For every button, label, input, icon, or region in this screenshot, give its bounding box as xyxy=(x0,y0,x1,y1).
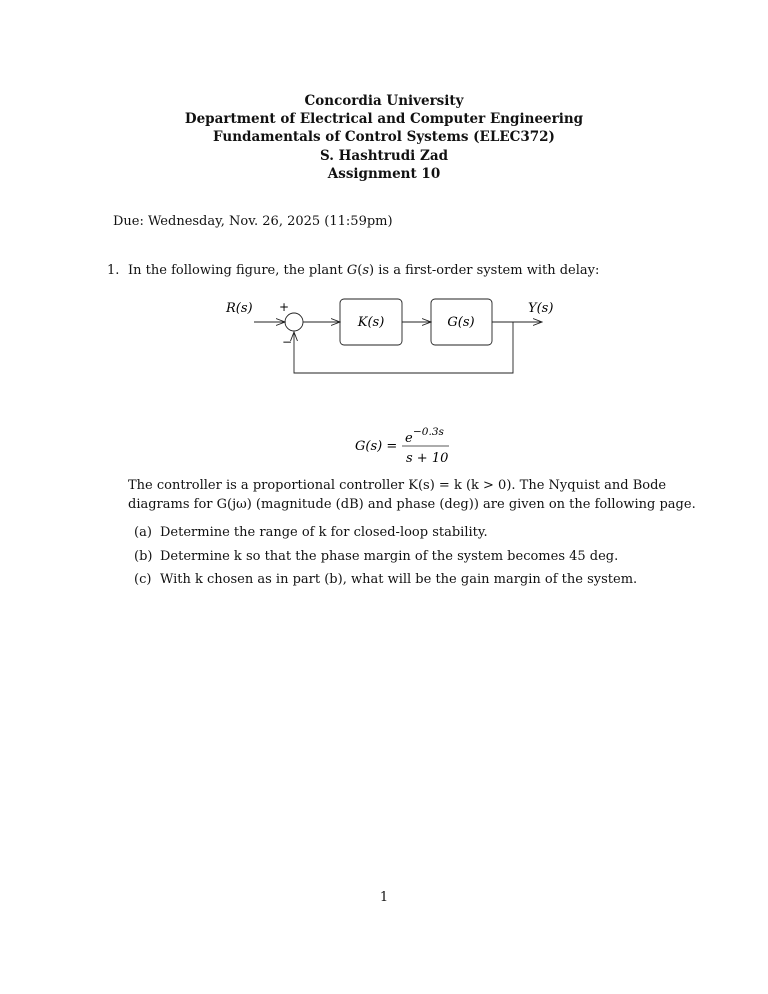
plus-sign: + xyxy=(279,300,290,314)
due-date: Due: Wednesday, Nov. 26, 2025 (11:59pm) xyxy=(113,214,393,229)
minus-sign: − xyxy=(282,335,293,349)
feedback-path xyxy=(294,322,513,373)
description-line-1: The controller is a proportional controller K(s) = k (k > 0). The Nyquist and Bode xyxy=(128,478,667,493)
part-text: Determine the range of k for closed-loop stability. xyxy=(160,525,488,540)
part-label: (b) xyxy=(134,548,153,564)
document-header xyxy=(0,92,768,183)
equation-denominator: s + 10 xyxy=(406,451,449,466)
description-line-2: diagrams for G(jω) (magnitude (dB) and phase (deg)) are given on the following page. xyxy=(128,496,696,512)
equation-exponent: −0.3s xyxy=(413,426,444,438)
output-label: Y(s) xyxy=(528,301,554,316)
equation-numerator-base: e xyxy=(405,431,413,446)
equation-lhs: G(s) = xyxy=(355,439,398,454)
part-text: Determine k so that the phase margin of the system becomes 45 deg. xyxy=(160,548,619,564)
department-name: Department of Electrical and Computer Engineering xyxy=(184,111,584,128)
part-text: With k chosen as in part (b), what will be the gain margin of the system. xyxy=(160,572,638,587)
controller-label: K(s) xyxy=(357,315,385,330)
university-name: Concordia University xyxy=(304,93,464,109)
question-intro: 1. In the following figure, the plant G(s) is a first-order system with delay: xyxy=(107,263,600,278)
question-number: 1. xyxy=(107,263,120,278)
list-item xyxy=(134,548,637,572)
question-intro-pre: In the following figure, the plant xyxy=(128,263,347,278)
list-item xyxy=(134,571,637,595)
question-parts xyxy=(134,524,637,595)
plant-label: G(s) xyxy=(447,315,475,330)
block-diagram xyxy=(0,290,768,390)
input-label: R(s) xyxy=(226,301,253,316)
part-label: (a) xyxy=(134,525,152,540)
summing-junction xyxy=(285,313,303,331)
list-item xyxy=(134,524,637,548)
assignment-title: Assignment 10 xyxy=(327,165,441,182)
transfer-function-equation xyxy=(0,420,768,470)
course-title: Fundamentals of Control Systems (ELEC372) xyxy=(213,129,555,146)
question-intro-symbol: G xyxy=(346,263,358,278)
instructor-name: S. Hashtrudi Zad xyxy=(319,147,449,164)
question-intro-post: is a first-order system with delay: xyxy=(374,263,600,278)
page-number: 1 xyxy=(379,890,389,905)
controller-description xyxy=(128,477,696,514)
part-label: (c) xyxy=(134,572,152,587)
